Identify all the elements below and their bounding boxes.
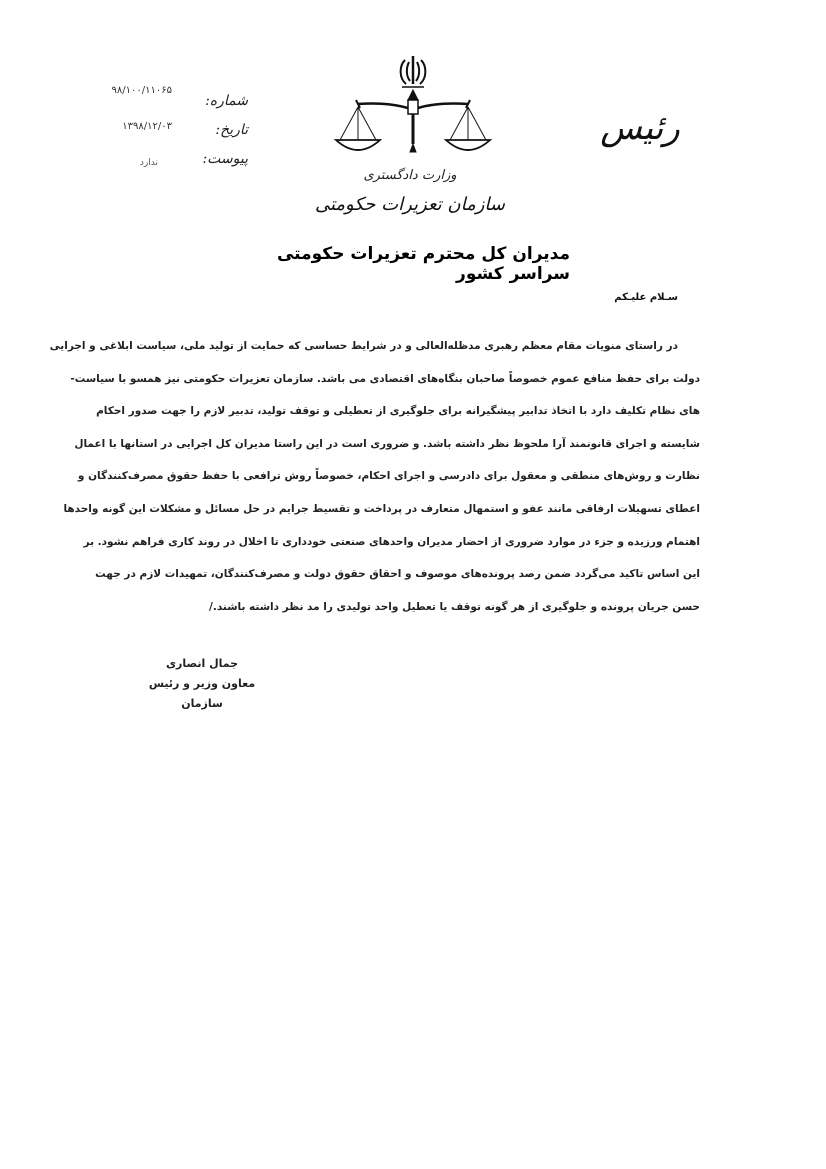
signature-block	[132, 654, 272, 714]
attachment-label: پیوست:	[202, 151, 248, 167]
letter-date: ۱۳۹۸/۱۲/۰۳	[122, 121, 172, 132]
body-line: نظارت و روش‌های منطقی و معقول برای دادرسی و اجرای احکام، خصوصاً روش ترافعی با حفظ حقوق مصرف‌کنندگان و	[77, 470, 700, 483]
organization-name: سازمان تعزیرات حکومتی	[314, 194, 505, 215]
body-line: اهتمام ورزیده و جزء در موارد ضروری از احضار مدیران واحدهای صنعتی خودداری تا اخلال در روند کاری فراهم نشود. بر	[83, 535, 700, 548]
scales-of-justice-icon	[336, 90, 490, 152]
body-line: های نظام تکلیف دارد با اتخاذ تدابیر پیشگیرانه برای جلوگیری از تعطیلی و توقف تولید، تدبیر لازم را جهت صدور احکام	[96, 405, 700, 418]
body-line: در راستای منویات مقام معظم رهبری مدظله‌العالی و در شرایط حساسی که حمایت از تولید ملی، سیاست ابلاغی و اجرایی	[49, 340, 678, 352]
body-line: اعطای تسهیلات ارفاقی مانند عفو و استمهال متعارف در پرداخت و تقسیط جرایم در حل مسائل و مشکلات این گونه واحدها	[63, 502, 700, 515]
iran-emblem-icon	[401, 56, 426, 87]
body-line: این اساس تاکید می‌گردد ضمن رصد پرونده‌های موصوف و احقاق حقوق دولت و مصرف‌کنندگان، تمهیدات لازم در جهت	[95, 568, 700, 581]
attachment-value: ندارد	[139, 158, 158, 168]
body-line: دولت برای حفظ منافع عموم خصوصاً صاحبان بنگاه‌های اقتصادی می باشد. سازمان تعزیرات حکومتی نیز همسو با سیاست-	[70, 372, 700, 385]
letter-number: ۹۸/۱۰۰/۱۱۰۶۵	[111, 85, 172, 96]
letter-body	[49, 336, 700, 629]
body-line: شایسته و اجرای قانونمند آرا ملحوظ نظر داشته باشد. و ضروری است در این راستا مدیران کل اجرایی در استانها با اعمال	[74, 437, 700, 450]
date-label: تاریخ:	[215, 122, 248, 138]
ministry-name: وزارت دادگستری	[363, 168, 457, 183]
number-label: شماره:	[205, 93, 248, 109]
meta-values	[82, 84, 172, 192]
signatory-name: جمال انصاری	[165, 657, 239, 670]
addressee: مدیران کل محترم تعزیرات حکومتی سراسر کشور	[276, 244, 570, 284]
signatory-title: معاون وزیر و رئیس سازمان	[148, 677, 256, 710]
body-line: حسن جریان پرونده و جلوگیری از هر گونه توقف یا تعطیل واحد تولیدی را مد نظر داشته باشند./	[209, 600, 700, 613]
salutation: سـلام علیـکم	[614, 292, 678, 303]
iran-emblem-scales-of-justice-icon	[328, 52, 498, 172]
meta-labels	[188, 92, 248, 179]
head-title: رئیس	[600, 108, 680, 148]
